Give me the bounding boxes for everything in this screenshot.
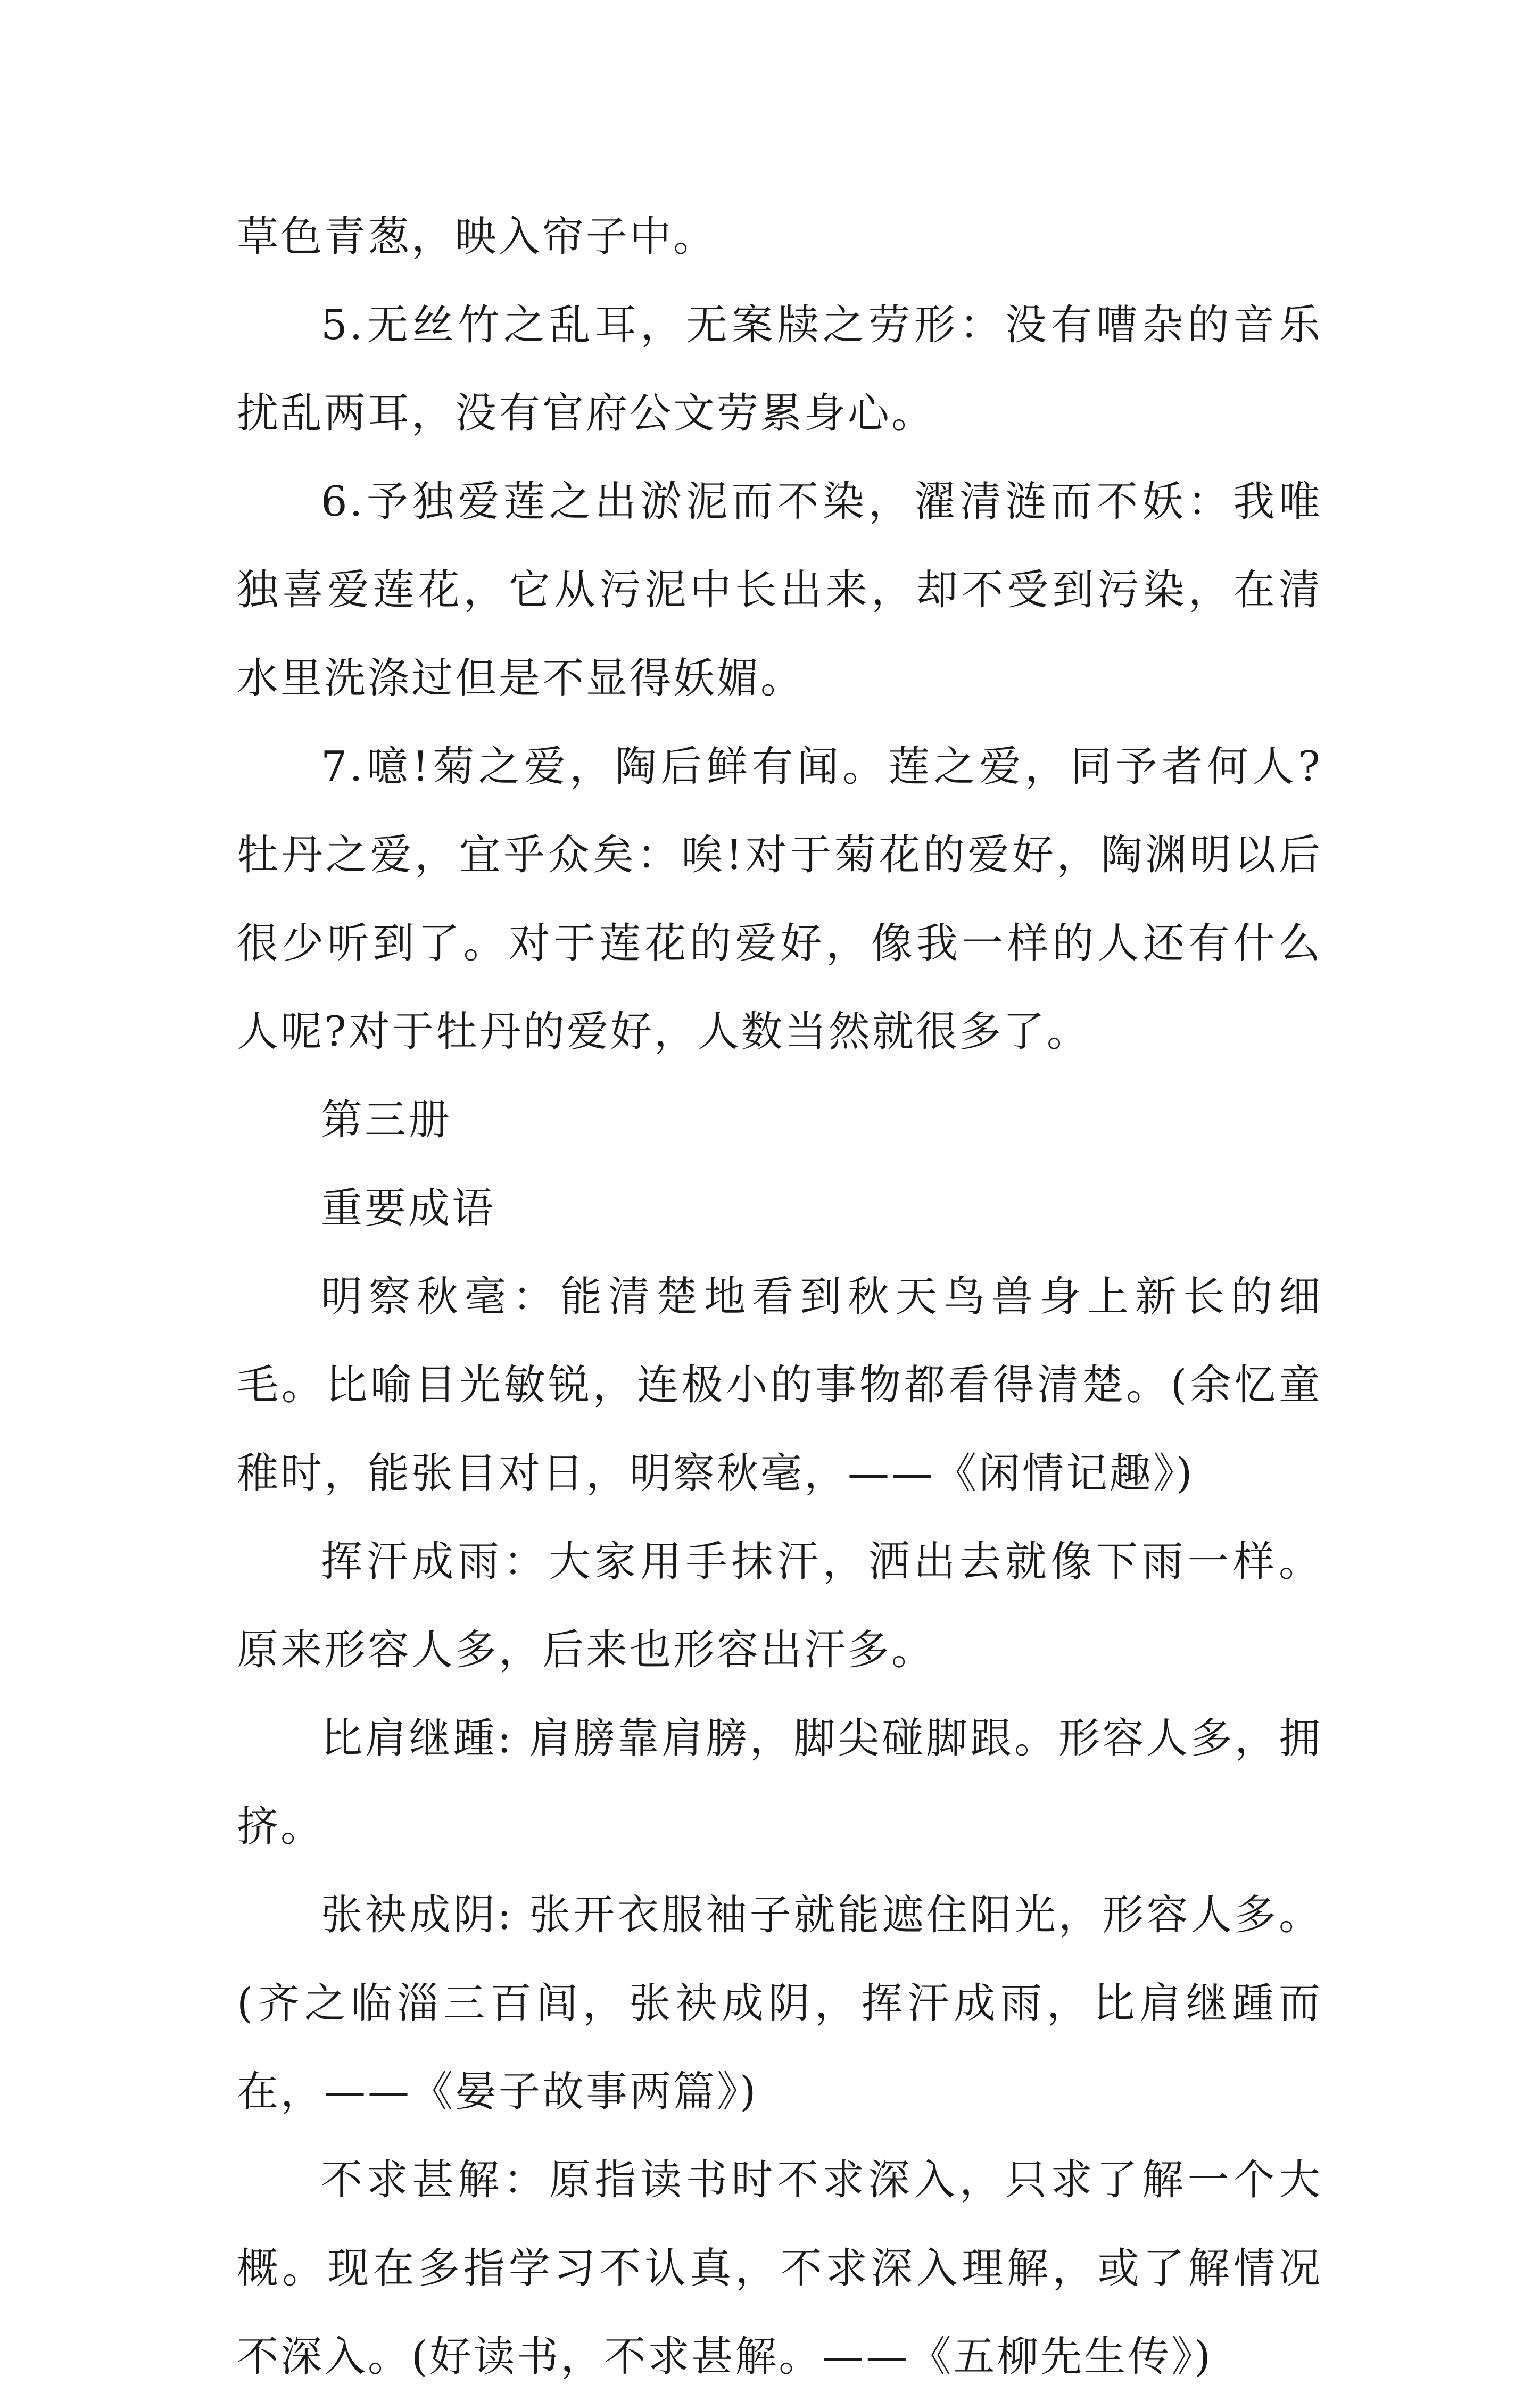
section-heading-idioms: 重要成语 [321,1185,496,1232]
idiom-entry: 不求甚解：原指读书时不求深入，只求了解一个大概。现在多指学习不认真，不求深入理解，或了解情况不深入。(好读书，不求甚解。——《五柳先生传》) [237,2156,1322,2381]
idiom-entry: 比肩继踵: 肩膀靠肩膀，脚尖碰脚跟。形容人多，拥挤。 [237,1715,1322,1851]
paragraph-item-6: 6.予独爱莲之出淤泥而不染，濯清涟而不妖：我唯独喜爱莲花，它从污泥中长出来，却不受到污染，在清水里洗涤过但是不显得妖媚。 [237,478,1322,702]
idiom-entry: 明察秋毫：能清楚地看到秋天鸟兽身上新长的细毛。比喻目光敏锐，连极小的事物都看得清楚。(余忆童稚时，能张目对日，明察秋毫，——《闲情记趣》) [237,1273,1322,1497]
idiom-entry: 挥汗成雨：大家用手抹汗，洒出去就像下雨一样。原来形容人多，后来也形容出汗多。 [237,1538,1322,1674]
idiom-entry: 张袂成阴: 张开衣服袖子就能遮住阳光，形容人多。(齐之临淄三百闾，张袂成阴，挥汗成雨，比肩继踵而在，——《晏子故事两篇》) [237,1891,1322,2116]
paragraph-item-5: 5.无丝竹之乱耳，无案牍之劳形：没有嘈杂的音乐扰乱两耳，没有官府公文劳累身心。 [237,301,1322,437]
paragraph-item-7: 7.噫!菊之爱，陶后鲜有闻。莲之爱，同予者何人?牡丹之爱，宜乎众矣：唉!对于菊花的爱好，陶渊明以后很少听到了。对于莲花的爱好，像我一样的人还有什么人呢?对于牡丹的爱好，人数当然就很多了。 [237,743,1322,1056]
document-page [237,193,1322,2401]
section-heading-volume: 第三册 [321,1096,452,1144]
paragraph-continuation: 草色青葱，映入帘子中。 [237,213,717,261]
